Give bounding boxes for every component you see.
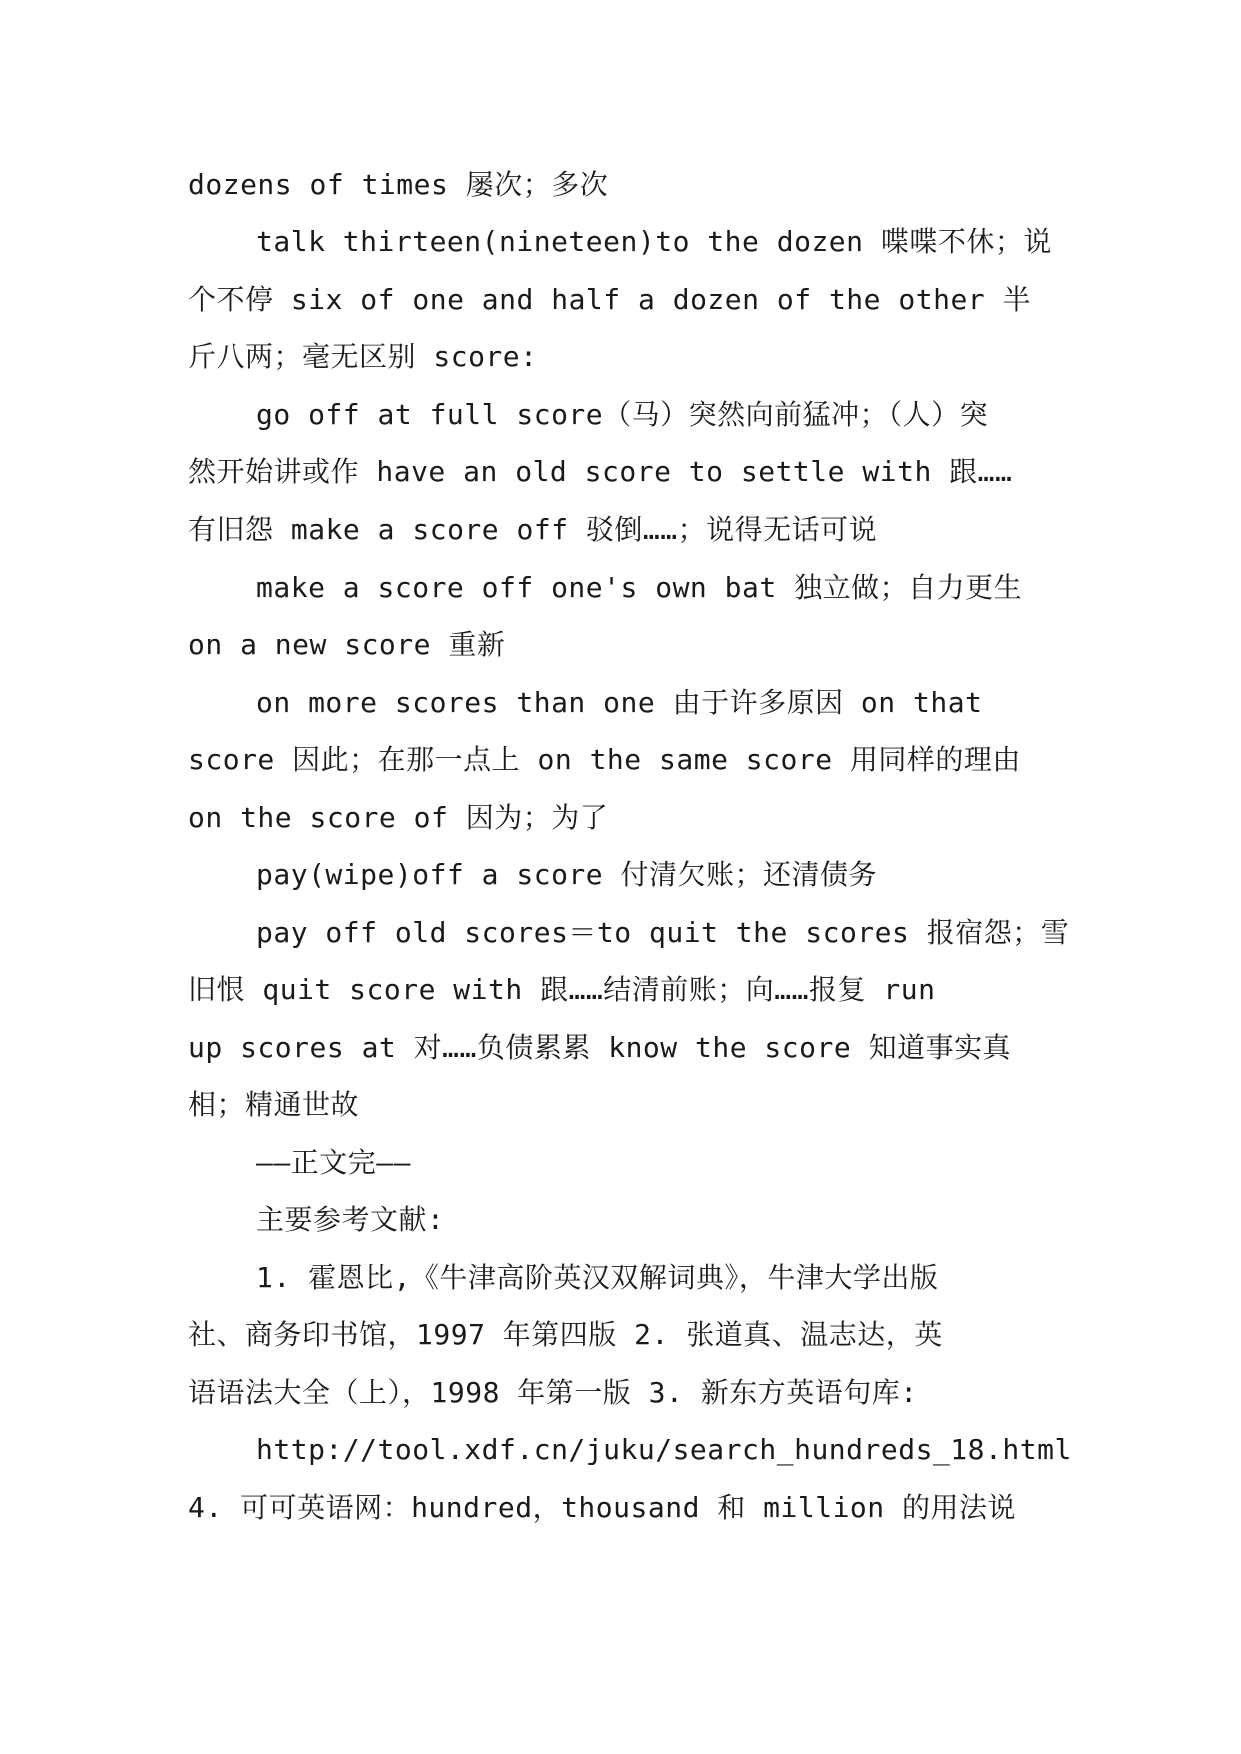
- text-line: 个不停 six of one and half a dozen of the other 半: [188, 283, 1032, 316]
- text-line: pay off old scores＝to quit the scores 报宿怨；雪: [256, 916, 1070, 949]
- references-heading: 主要参考文献:: [256, 1203, 445, 1236]
- reference-line: 社、商务印书馆，1997 年第四版 2. 张道真、温志达，英: [188, 1318, 943, 1351]
- text-line: on the score of 因为；为了: [188, 801, 609, 834]
- reference-url: http://tool.xdf.cn/juku/search_hundreds_18.html: [256, 1433, 1072, 1466]
- text-line: go off at full score（马）突然向前猛冲；（人）突: [256, 398, 989, 431]
- text-line: on a new score 重新: [188, 628, 506, 661]
- text-line: up scores at 对……负债累累 know the score 知道事实真: [188, 1031, 1012, 1064]
- reference-line: 4. 可可英语网：hundred，thousand 和 million 的用法说: [188, 1491, 1017, 1524]
- end-of-text-marker: ——正文完——: [256, 1146, 411, 1179]
- reference-line: 1. 霍恩比,《牛津高阶英汉双解词典》，牛津大学出版: [256, 1261, 939, 1294]
- text-line: dozens of times 屡次；多次: [188, 168, 609, 201]
- text-line: 相；精通世故: [188, 1088, 360, 1121]
- reference-line: 语语法大全（上），1998 年第一版 3. 新东方英语句库:: [188, 1376, 918, 1409]
- text-line: 旧恨 quit score with 跟……结清前账；向……报复 run: [188, 973, 936, 1006]
- text-line: 然开始讲或作 have an old score to settle with 跟……: [188, 455, 1013, 488]
- text-line: talk thirteen(nineteen)to the dozen 喋喋不休；说: [256, 225, 1052, 258]
- text-line: 斤八两；毫无区别 score:: [188, 340, 538, 373]
- text-line: 有旧怨 make a score off 驳倒……；说得无话可说: [188, 513, 878, 546]
- text-line: pay(wipe)off a score 付清欠账；还清债务: [256, 858, 878, 891]
- text-line: on more scores than one 由于许多原因 on that: [256, 686, 983, 719]
- text-line: make a score off one's own bat 独立做；自力更生: [256, 571, 1023, 604]
- text-line: score 因此；在那一点上 on the same score 用同样的理由: [188, 743, 1021, 776]
